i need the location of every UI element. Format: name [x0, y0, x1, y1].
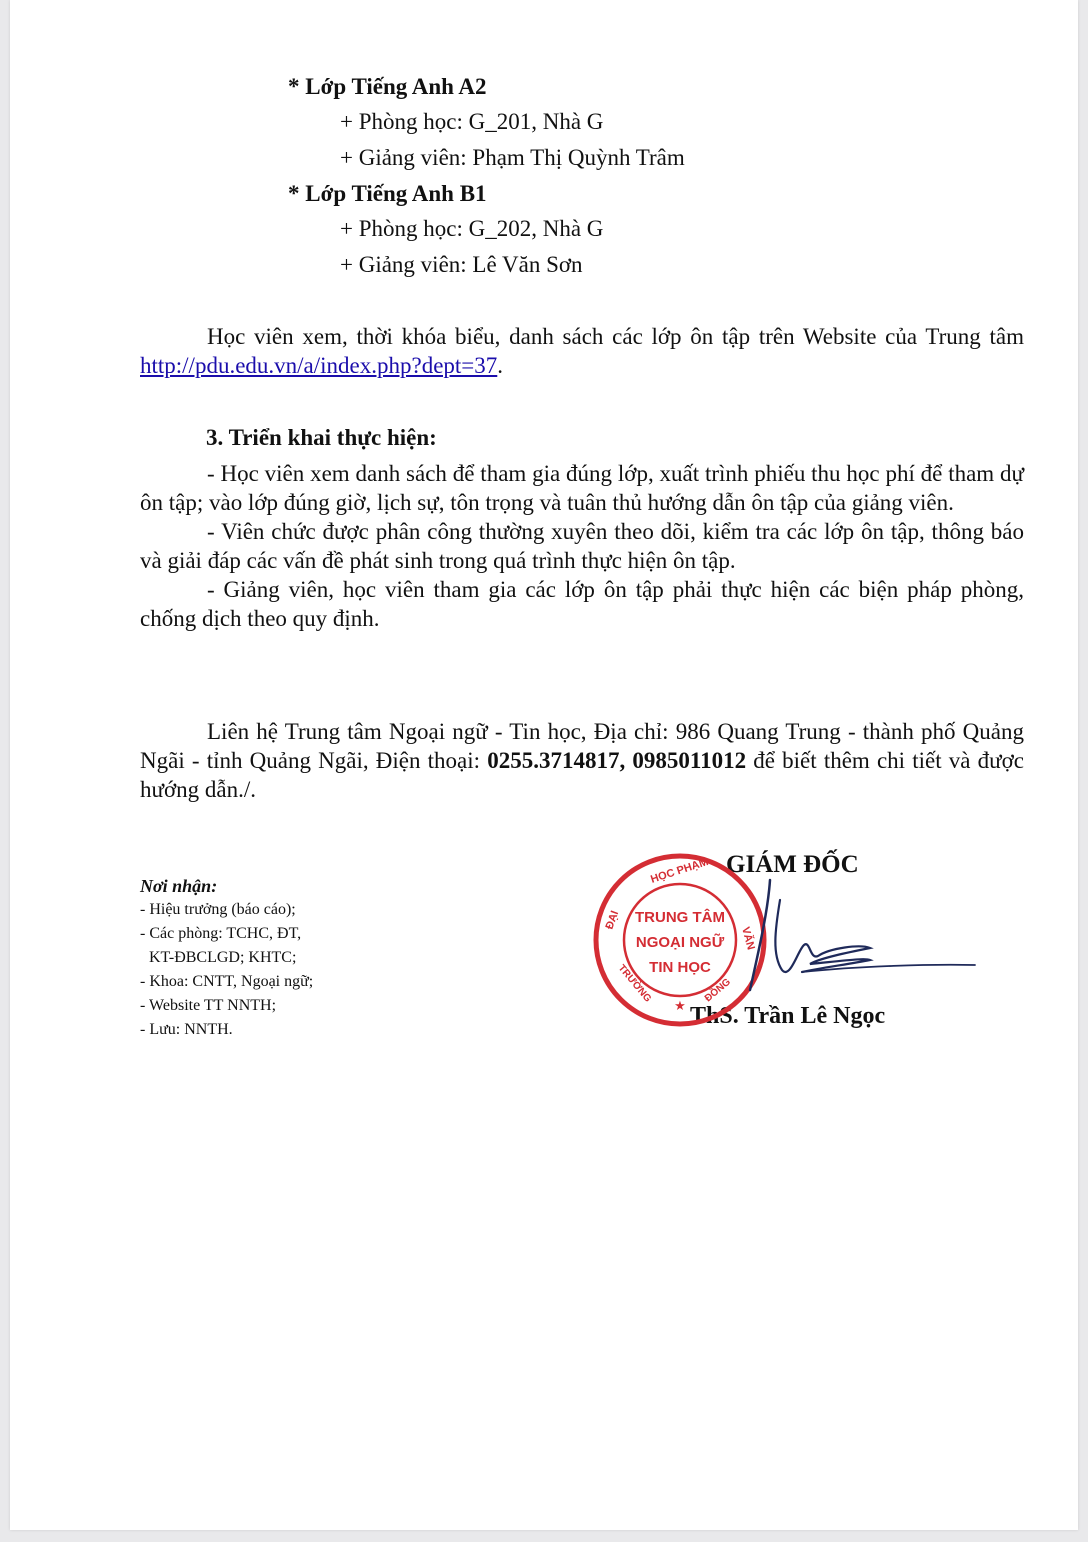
stamp-ring-left: ĐẠI	[603, 909, 622, 932]
class-a2-room: + Phòng học: G_201, Nhà G	[340, 109, 604, 134]
handwritten-signature-icon	[710, 860, 980, 1000]
svg-text:★: ★	[674, 998, 686, 1013]
signer-title: GIÁM ĐỐC	[726, 851, 859, 878]
stamp-ring-bottom-right: ĐỒNG	[702, 976, 733, 1005]
class-a2-lecturer: + Giảng viên: Phạm Thị Quỳnh Trâm	[340, 145, 685, 170]
stamp-line-2: NGOẠI NGỮ	[635, 934, 725, 951]
class-b1-title: * Lớp Tiếng Anh B1	[288, 181, 487, 206]
recipient-line: - Website TT NNTH;	[140, 997, 277, 1014]
recipient-line: - Khoa: CNTT, Ngoại ngữ;	[140, 973, 314, 990]
recipient-line: KT-ĐBCLGD; KHTC;	[149, 949, 297, 966]
stamp-ring-top: HỌC PHẠM	[649, 855, 710, 886]
section-3-item: - Giảng viên, học viên tham gia các lớp ôn tập phải thực hiện các biện pháp phòng, chống dịch theo quy định.	[140, 577, 1024, 631]
website-paragraph	[140, 322, 1024, 380]
section-3-item: - Viên chức được phân công thường xuyên theo dõi, kiểm tra các lớp ôn tập, thông báo và giải đáp các vấn đề phát sinh trong quá trình thực hiện ôn tập.	[140, 519, 1024, 573]
signer-name: ThS. Trần Lê Ngọc	[690, 1003, 886, 1029]
website-end: .	[497, 353, 504, 378]
website-link[interactable]: http://pdu.edu.vn/a/index.php?dept=37	[140, 353, 498, 378]
stamp-line-1: TRUNG TÂM	[635, 909, 725, 926]
recipients-title: Nơi nhận:	[140, 876, 218, 896]
class-a2-title: * Lớp Tiếng Anh A2	[288, 74, 487, 99]
stamp-ring-bottom-left: TRƯỜNG	[615, 962, 654, 1005]
contact-text: Liên hệ Trung tâm Ngoại ngữ - Tin học, Địa chỉ: 986 Quang Trung - thành phố Quảng Ngãi - tỉnh Quảng Ngãi, Điện thoại:	[140, 719, 1024, 773]
contact-end: để biết thêm chi tiết và được hướng dẫn./.	[140, 748, 1024, 802]
recipient-line: - Lưu: NNTH.	[140, 1021, 233, 1038]
recipient-line: - Hiệu trưởng (báo cáo);	[140, 901, 296, 918]
contact-paragraph	[140, 717, 1024, 804]
stamp-ring-right: VĂN	[739, 925, 757, 952]
class-b1-room: + Phòng học: G_202, Nhà G	[340, 216, 604, 241]
contact-phones: 0255.3714817, 0985011012	[487, 748, 747, 773]
document-page	[10, 0, 1078, 1530]
recipients-block	[140, 874, 313, 1042]
website-text: Học viên xem, thời khóa biểu, danh sách các lớp ôn tập trên Website của Trung tâm	[207, 324, 1024, 349]
recipient-line: - Các phòng: TCHC, ĐT,	[140, 925, 302, 942]
section-3-body	[140, 459, 1024, 633]
section-3-title: 3. Triển khai thực hiện:	[206, 425, 437, 450]
section-3-item: - Học viên xem danh sách để tham gia đúng lớp, xuất trình phiếu thu học phí để tham dự ôn tập; vào lớp đúng giờ, lịch sự, tôn trọng và tuân thủ hướng dẫn ôn tập của giảng viên.	[140, 461, 1024, 515]
class-b1-lecturer: + Giảng viên: Lê Văn Sơn	[340, 252, 583, 277]
stamp-line-3: TIN HỌC	[649, 959, 711, 976]
